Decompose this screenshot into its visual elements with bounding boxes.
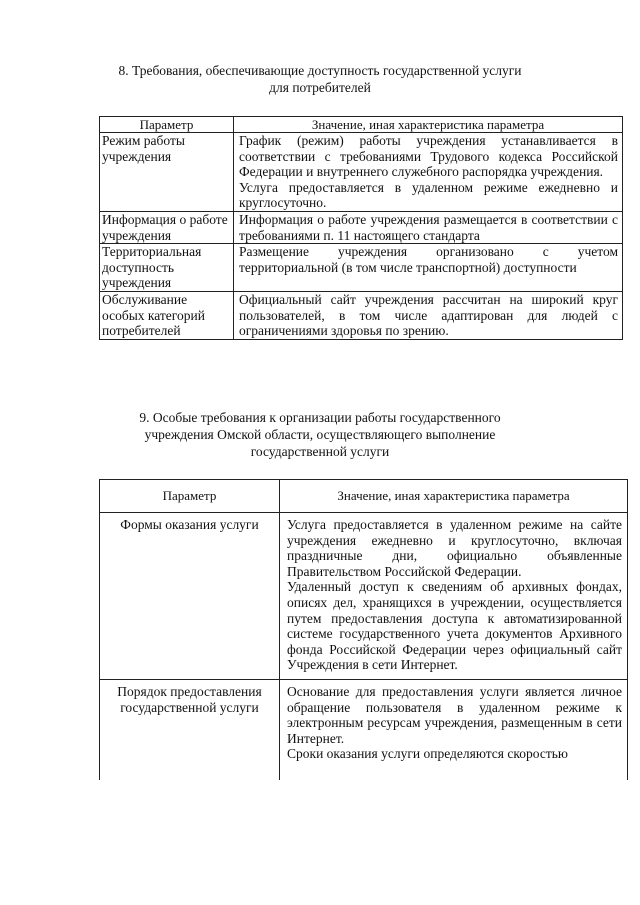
section-9-title [0,409,640,460]
value-paragraph: Сроки оказания услуги определяются скоростью [287,746,568,762]
section-9-title-line-2: учреждения Омской области, осуществляющего выполнение [144,427,496,442]
row-value [280,679,628,780]
row-value [280,513,628,680]
table-header-row [100,117,623,133]
value-paragraph: Услуга предоставляется в удаленном режиме на сайте учреждения ежедневно и круглосуточно, включая праздничные дни, официально объявленные Правительством Российской Федерации. [287,517,622,579]
table-row [100,679,628,780]
section-8-title-line-2: для потребителей [269,80,371,95]
header-value: Значение, иная характеристика параметра [280,480,628,513]
table-row [100,244,623,292]
table-row [100,211,623,243]
section-9-title-line-1: 9. Особые требования к организации работы государственного [139,410,501,425]
row-value [234,133,623,212]
table-row [100,291,623,339]
header-param: Параметр [100,480,280,513]
section-9-table [99,479,628,780]
row-param: Формы оказания услуги [100,513,280,680]
table-row [100,513,628,680]
value-paragraph: Основание для предоставления услуги является личное обращение пользователя в удаленном режиме к электронным ресурсам учреждения, размещенным в сети Интернет. [287,683,622,746]
row-param: Информация о работе учреждения [100,211,234,243]
section-8-title-line-1: 8. Требования, обеспечивающие доступность государственной услуги [118,63,522,78]
table-header-row [100,480,628,513]
section-8-title [0,62,640,96]
row-value [234,291,623,339]
row-value [234,244,623,292]
section-8-table [99,116,623,340]
row-param: Территориальная доступность учреждения [100,244,234,292]
section-9-title-line-3: государственной услуги [250,444,390,459]
row-param: Порядок предоставления государственной услуги [100,679,280,780]
value-paragraph: Информация о работе учреждения размещается в соответствии с требованиями п. 11 настоящего стандарта [239,211,618,243]
value-clip [287,684,622,780]
value-paragraph: Удаленный доступ к сведениям об архивных фондах, описях дел, хранящихся в учреждении, осуществляется путем предоставления доступа к автоматизированной системе государственного учета документов Архивного фонда Российской Федерации через официальный сайт Учреждения в сети Интернет. [287,579,622,673]
value-paragraph: Размещение учреждения организовано с учетом территориальной (в том числе транспортной) доступности [239,244,618,275]
table-row [100,133,623,212]
header-value: Значение, иная характеристика параметра [234,117,623,133]
row-value [234,211,623,243]
value-paragraph: Услуга предоставляется в удаленном режиме ежедневно и круглосуточно. [239,179,618,211]
value-paragraph: Официальный сайт учреждения рассчитан на широкий круг пользователей, в том числе адаптирован для людей с ограничениями здоровья по зрению. [239,291,618,339]
header-param: Параметр [100,117,234,133]
value-paragraph: График (режим) работы учреждения устанавливается в соответствии с требованиями Трудового кодекса Российской Федерации и внутреннего служебного распорядка учреждения. [239,133,618,180]
row-param: Обслуживание особых категорий потребителей [100,291,234,339]
row-param: Режим работы учреждения [100,133,234,212]
